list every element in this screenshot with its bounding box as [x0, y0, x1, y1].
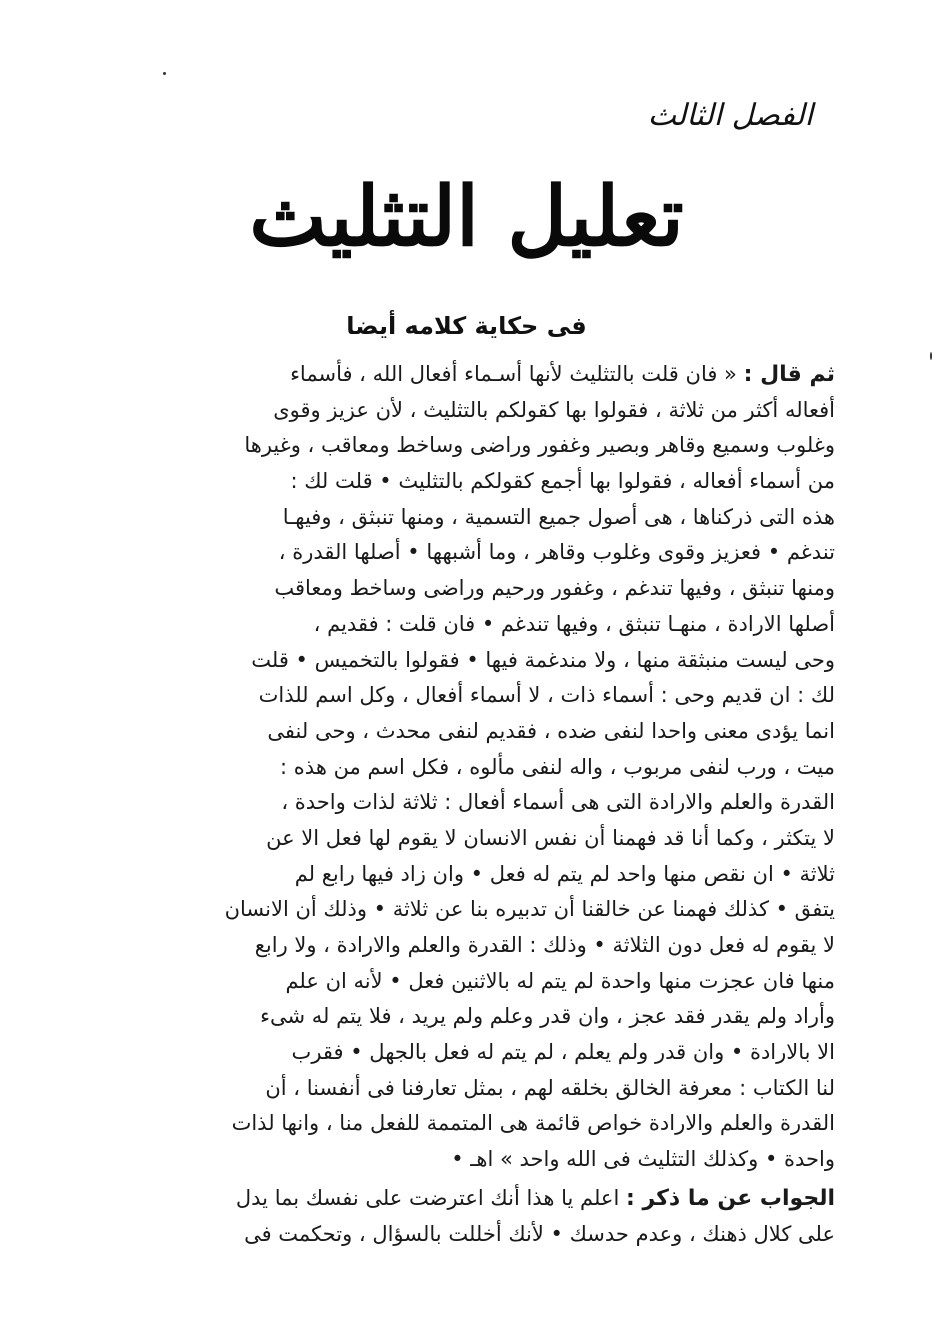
line-text: « فان قلت بالتثليث لأنها أسـماء أفعال الله ، فأسماء — [290, 362, 737, 386]
line-text: القدرة والعلم والارادة التى هى أسماء أفعال : ثلاثة لذات واحدة ، — [281, 790, 835, 815]
text-line — [100, 393, 835, 429]
scan-speck — [163, 72, 166, 75]
paragraph-lead: الجواب عن ما ذكر : — [625, 1186, 835, 1211]
text-line — [100, 1216, 835, 1252]
text-line — [100, 500, 835, 536]
text-line — [100, 1106, 835, 1142]
chapter-title: تعليل التثليث — [249, 169, 684, 265]
chapter-label: الفصل الثالث — [647, 98, 813, 133]
text-line — [100, 785, 835, 821]
text-line — [100, 928, 835, 964]
line-text: اعلم يا هذا أنك اعترضت على نفسك بما يدل — [235, 1186, 620, 1210]
line-text: تندغم • فعزيز وقوى وغلوب وقاهر ، وما أشبهها • أصلها القدرة ، — [278, 540, 835, 565]
line-text: ثلاثة • ان نقص منها واحد لم يتم له فعل • وان زاد فيها رابع لم — [294, 861, 835, 886]
text-line — [100, 857, 835, 893]
text-line — [100, 1142, 835, 1178]
line-text: ومنها تنبثق ، وفيها تندغم ، وغفور ورحيم وراضى وساخط ومعاقب — [274, 576, 835, 601]
text-line — [100, 964, 835, 1000]
line-text: وأراد ولم يقدر فقد عجز ، وان قدر وعلم ولم يريد ، فلا يتم له شىء — [260, 1004, 835, 1029]
text-line — [100, 1035, 835, 1071]
line-text: يتفق • كذلك فهمنا عن خالقنا أن تدبيره بنا عن ثلاثة • وذلك أن الانسان — [224, 897, 835, 922]
line-text: الا بالارادة • وان قدر ولم يعلم ، لم يتم له فعل بالجهل • فقرب — [291, 1040, 835, 1065]
answer-paragraph — [100, 1180, 835, 1251]
line-text: لك : ان قديم وحى : أسماء ذات ، لا أسماء أفعال ، وكل اسم للذات — [258, 683, 835, 708]
text-line — [100, 821, 835, 857]
text-line — [100, 678, 835, 714]
line-text: ميت ، ورب لنفى مربوب ، واله لنفى مألوه ، فكل اسم من هذه : — [280, 754, 835, 779]
line-text: لنا الكتاب : معرفة الخالق بخلقه لهم ، بمثل تعارفنا فى أنفسنا ، أن — [265, 1075, 835, 1100]
main-paragraph — [100, 357, 835, 1178]
line-text: هذه التى ذركناها ، هى أصول جميع التسمية ، ومنها تنبثق ، وفيهـا — [282, 504, 835, 529]
line-text: القدرة والعلم والارادة خواص قائمة هى المتممة للفعل منا ، وانها لذات — [231, 1111, 835, 1136]
paragraph-lead: ثم قال : — [743, 362, 835, 387]
text-line — [100, 714, 835, 750]
text-line — [100, 892, 835, 928]
text-line — [100, 750, 835, 786]
line-text: من أسماء أفعاله ، فقولوا بها أجمع كقولكم بالتثليث • قلت لك : — [290, 469, 835, 494]
line-text: واحدة • وكذلك التثليث فى الله واحد » اهـ • — [451, 1147, 835, 1172]
scan-speck — [930, 352, 932, 360]
line-text: انما يؤدى معنى واحدا لنفى ضده ، فقديم لنفى محدث ، وحى لنفى — [267, 718, 835, 743]
text-line — [100, 999, 835, 1035]
text-line — [100, 357, 835, 393]
text-line — [100, 607, 835, 643]
text-line — [100, 428, 835, 464]
line-text: أفعاله أكثر من ثلاثة ، فقولوا بها كقولكم بالتثليث ، لأن عزيز وقوى — [273, 397, 835, 422]
line-text: وحى ليست منبثقة منها ، ولا مندغمة فيها • فقولوا بالتخميس • قلت — [251, 647, 835, 672]
text-line — [100, 571, 835, 607]
line-text: لا يتكثر ، وكما أنا قد فهمنا أن نفس الانسان لا يقوم لها فعل الا عن — [266, 825, 835, 850]
text-line — [100, 1180, 835, 1216]
section-subtitle: فى حكاية كلامه أيضا — [346, 312, 587, 340]
text-line — [100, 1071, 835, 1107]
line-text: على كلال ذهنك ، وعدم حدسك • لأنك أخللت بالسؤال ، وتحكمت فى — [244, 1221, 835, 1246]
line-text: وغلوب وسميع وقاهر وبصير وغفور وراضى وساخط ومعاقب ، وغيرها — [244, 433, 835, 458]
line-text: لا يقوم له فعل دون الثلاثة • وذلك : القدرة والعلم والارادة ، ولا رابع — [254, 933, 835, 957]
text-line — [100, 643, 835, 679]
line-text: منها فان عجزت منها واحدة لم يتم له بالاثنين فعل • لأنه ان علم — [285, 968, 835, 993]
text-line — [100, 535, 835, 571]
text-line — [100, 464, 835, 500]
line-text: أصلها الارادة ، منهـا تنبثق ، وفيها تندغم • فان قلت : فقديم ، — [313, 611, 835, 636]
